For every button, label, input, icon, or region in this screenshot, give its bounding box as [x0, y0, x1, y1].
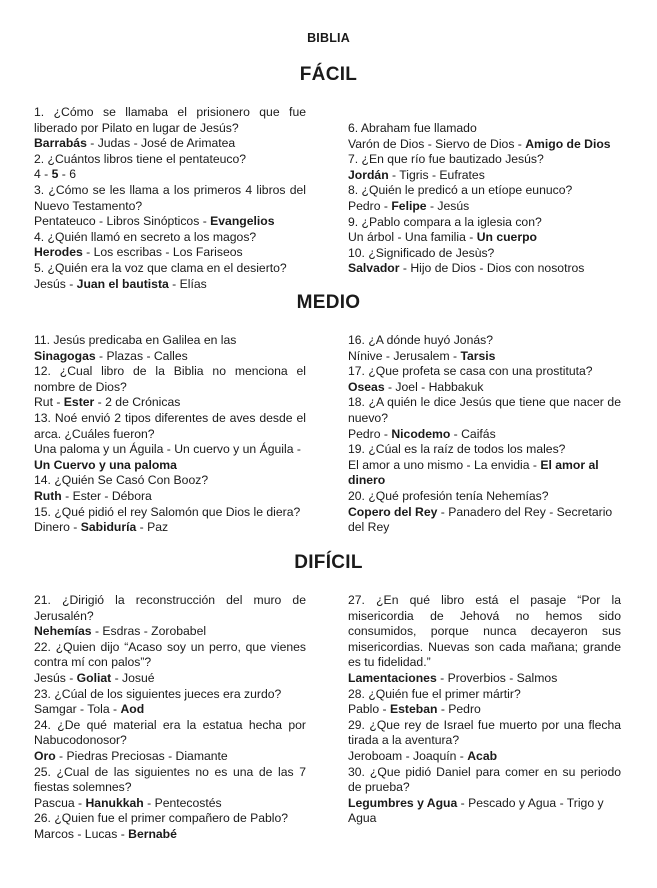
answer-option: Un árbol - Una familia -: [348, 230, 477, 245]
correct-answer: Herodes: [34, 245, 83, 260]
answer-option: - Los escribas - Los Fariseos: [82, 245, 243, 260]
correct-answer: Lamentaciones: [348, 670, 437, 685]
answer-option: Jesús -: [34, 276, 77, 291]
question-text: 1. ¿Cómo se llamaba el prisionero que fue liberado por Pilato en lugar de Jesús?: [34, 105, 306, 135]
answer-options: [34, 827, 306, 843]
answer-option: - Paz: [136, 520, 169, 535]
answer-option: - Jesús: [426, 198, 470, 213]
answer-options: [348, 458, 621, 489]
answer-option: - Esdras - Zorobabel: [91, 624, 207, 639]
questions-medio-right: [348, 333, 621, 536]
answer-options: [348, 380, 621, 396]
answer-option: - Hijo de Dios - Dios con nosotros: [399, 261, 585, 276]
answer-options: [34, 489, 306, 505]
answer-options: [34, 671, 306, 687]
answer-option: - Pescado y Agua - Trigo y Agua: [348, 795, 604, 826]
question-text: 16. ¿A dónde huyó Jonás?: [348, 333, 494, 347]
correct-answer: Acab: [467, 748, 498, 763]
correct-answer: Oseas: [348, 379, 385, 394]
correct-answer: Amigo de Dios: [525, 136, 611, 151]
answer-option: - Joel - Habbakuk: [384, 379, 484, 394]
question-text: 25. ¿Cual de las siguientes no es una de las 7 fiestas solemnes?: [34, 764, 306, 795]
answer-option: Pablo -: [348, 702, 391, 717]
questions-medio-left: [34, 333, 306, 536]
questions-dificil-right: [348, 593, 621, 827]
correct-answer: Goliat: [76, 670, 112, 685]
answer-options: [348, 261, 621, 277]
correct-answer: Nicodemo: [391, 426, 451, 441]
question-text: 21. ¿Dirigió la reconstrucción del muro de Jerusalén?: [34, 593, 306, 623]
question-text: 13. Noé envió 2 tipos diferentes de aves desde el arca. ¿Cuáles fueron?: [34, 410, 306, 441]
correct-answer: Ruth: [34, 488, 62, 503]
answer-option: - Proverbios - Salmos: [436, 670, 558, 685]
question-text: 23. ¿Cúal de los siguientes jueces era zurdo?: [34, 686, 282, 701]
question-text: 27. ¿En qué libro está el pasaje “Por la misericordia de Jehová no hemos sido consumidos, porque nunca decayeron sus misericordias. Nuevas son cada mañana; grande es tu fidelidad.”: [348, 593, 621, 670]
answer-option: Pascua -: [34, 795, 86, 810]
page-title: BIBLIA: [307, 31, 350, 45]
correct-answer: Un Cuervo y una paloma: [34, 457, 177, 472]
correct-answer: Juan el bautista: [76, 276, 169, 291]
correct-answer: Barrabás: [34, 136, 87, 151]
answer-options: [348, 749, 621, 765]
question-text: 22. ¿Quien dijo “Acaso soy un perro, que vienes contra mí con palos”?: [34, 639, 306, 670]
correct-answer: Bernabé: [128, 826, 177, 841]
answer-option: Una paloma y un Águila - Un cuervo y un Águila -: [34, 442, 301, 457]
answer-option: Jeroboam - Joaquín -: [348, 748, 468, 763]
answer-options: [34, 442, 306, 473]
answer-option: Marcos - Lucas -: [34, 826, 129, 841]
correct-answer: Nehemías: [34, 624, 92, 639]
answer-option: Dinero -: [34, 520, 81, 535]
answer-options: [348, 427, 621, 443]
correct-answer: Sinagogas: [34, 348, 96, 363]
correct-answer: Copero del Rey: [348, 504, 438, 519]
question-text: 28. ¿Quién fue el primer mártir?: [348, 686, 521, 701]
answer-option: - Ester - Débora: [61, 488, 152, 503]
answer-option: - 2 de Crónicas: [94, 395, 181, 410]
question-text: 5. ¿Quién era la voz que clama en el desierto?: [34, 260, 287, 275]
answer-option: Jesús -: [34, 670, 77, 685]
correct-answer: Esteban: [390, 702, 438, 717]
question-text: 4. ¿Quién llamó en secreto a los magos?: [34, 229, 257, 244]
question-text: 24. ¿De qué material era la estatua hecha por Nabucodonosor?: [34, 717, 306, 748]
correct-answer: Un cuerpo: [476, 230, 537, 245]
correct-answer: Evangelios: [210, 214, 275, 229]
question-text: 30. ¿Que pidió Daniel para comer en su periodo de prueba?: [348, 764, 621, 795]
answer-options: [348, 349, 621, 365]
section-title-medio: MEDIO: [296, 292, 361, 313]
answer-options: [34, 136, 306, 152]
answer-options: [34, 749, 306, 765]
answer-options: [348, 671, 621, 687]
question-text: 11. Jesús predicaba en Galilea en las: [34, 333, 237, 347]
answer-options: [34, 214, 306, 230]
correct-answer: Ester: [63, 395, 95, 410]
question-text: 14. ¿Quién Se Casó Con Booz?: [34, 473, 209, 488]
section-title-dificil: DIFÍCIL: [294, 552, 363, 573]
answer-option: - Pedro: [437, 702, 481, 717]
answer-option: El amor a uno mismo - La envidia -: [348, 457, 541, 472]
questions-facil-left: [34, 105, 306, 292]
section-title-facil: FÁCIL: [299, 64, 358, 85]
answer-options: [348, 505, 621, 536]
answer-options: [34, 167, 306, 183]
answer-option: - Judas - José de Arimatea: [86, 136, 236, 151]
correct-answer: Felipe: [391, 198, 427, 213]
answer-options: [34, 277, 306, 293]
answer-option: 4 -: [34, 167, 52, 182]
answer-option: Pedro -: [348, 198, 392, 213]
correct-answer: Oro: [34, 748, 56, 763]
correct-answer: Legumbres y Agua: [348, 795, 458, 810]
answer-option: Pentateuco - Libros Sinópticos -: [34, 214, 211, 229]
question-text: 8. ¿Quién le predicó a un etíope eunuco?: [348, 183, 573, 198]
answer-options: [348, 137, 621, 153]
correct-answer: 5: [51, 167, 59, 182]
answer-options: [348, 230, 621, 246]
correct-answer: Salvador: [348, 261, 400, 276]
question-text: 20. ¿Qué profesión tenía Nehemías?: [348, 488, 549, 503]
answer-options: [348, 702, 621, 718]
answer-options: [348, 199, 621, 215]
answer-options: [348, 796, 621, 827]
answer-options: [34, 349, 306, 365]
question-text: 6. Abraham fue llamado: [348, 121, 477, 135]
question-text: 12. ¿Cual libro de la Biblia no menciona el nombre de Dios?: [34, 364, 306, 394]
questions-dificil-left: [34, 593, 306, 843]
question-text: 19. ¿Cúal es la raíz de todos los males?: [348, 442, 566, 457]
correct-answer: Aod: [120, 702, 145, 717]
correct-answer: Tarsis: [460, 348, 496, 363]
answer-options: [34, 702, 306, 718]
question-text: 26. ¿Quien fue el primer compañero de Pablo?: [34, 811, 289, 826]
answer-options: [34, 395, 306, 411]
answer-option: - Elías: [168, 276, 207, 291]
question-text: 7. ¿En que río fue bautizado Jesús?: [348, 152, 544, 167]
answer-option: Pedro -: [348, 426, 392, 441]
correct-answer: El amor al dinero: [348, 457, 599, 488]
questions-facil-right: [348, 121, 621, 277]
answer-options: [34, 624, 306, 640]
question-text: 29. ¿Que rey de Israel fue muerto por una flecha tirada a la aventura?: [348, 717, 621, 748]
correct-answer: Sabiduría: [80, 520, 137, 535]
question-text: 17. ¿Que profeta se casa con una prostituta?: [348, 364, 593, 379]
answer-option: - Tigris - Eufrates: [388, 167, 485, 182]
answer-option: Rut -: [34, 395, 64, 410]
answer-options: [34, 245, 306, 261]
question-text: 10. ¿Significado de Jesùs?: [348, 245, 495, 260]
answer-options: [34, 520, 306, 536]
question-text: 3. ¿Cómo se les llama a los primeros 4 libros del Nuevo Testamento?: [34, 182, 306, 213]
answer-options: [348, 168, 621, 184]
answer-option: - Pentecostés: [143, 795, 222, 810]
answer-option: Samgar - Tola -: [34, 702, 121, 717]
question-text: 18. ¿A quién le dice Jesús que tiene que nacer de nuevo?: [348, 395, 621, 425]
answer-option: - Plazas - Calles: [95, 348, 188, 363]
answer-option: - Piedras Preciosas - Diamante: [55, 748, 228, 763]
question-text: 15. ¿Qué pidió el rey Salomón que Dios le diera?: [34, 504, 301, 519]
correct-answer: Jordán: [348, 167, 389, 182]
question-text: 2. ¿Cuántos libros tiene el pentateuco?: [34, 151, 247, 166]
answer-option: - Josué: [111, 670, 155, 685]
answer-options: [34, 796, 306, 812]
answer-option: - 6: [58, 167, 76, 182]
answer-option: - Caifás: [450, 426, 496, 441]
correct-answer: Hanukkah: [85, 795, 144, 810]
question-text: 9. ¿Pablo compara a la iglesia con?: [348, 214, 542, 229]
answer-option: Varón de Dios - Siervo de Dios -: [348, 136, 526, 151]
answer-option: Nínive - Jerusalem -: [348, 348, 461, 363]
answer-option: - Panadero del Rey - Secretario del Rey: [348, 504, 613, 535]
